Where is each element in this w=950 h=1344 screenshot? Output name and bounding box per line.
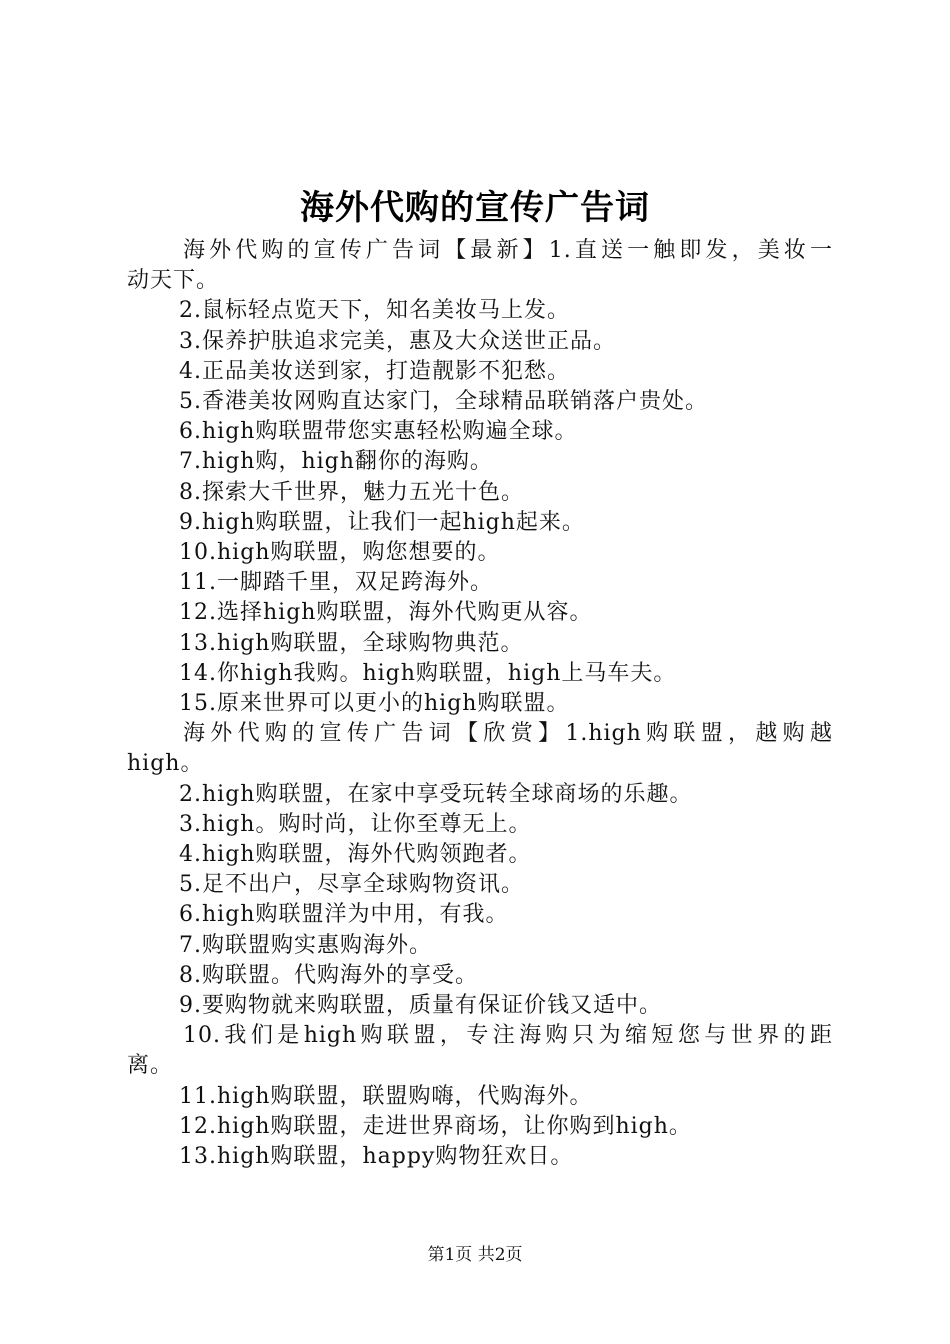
paragraph-line: 5.香港美妆网购直达家门，全球精品联销落户贵处。	[179, 389, 708, 415]
paragraph-line: 2.high购联盟，在家中享受玩转全球商场的乐趣。	[179, 781, 693, 807]
paragraph-line: 8.购联盟。代购海外的享受。	[179, 962, 478, 988]
paragraph-line: 6.high购联盟带您实惠轻松购遍全球。	[179, 419, 578, 445]
paragraph-line: 海外代购的宣传广告词【最新】1.直送一触即发，美妆一	[183, 238, 833, 263]
paragraph-line: 2.鼠标轻点览天下，知名美妆马上发。	[179, 298, 570, 324]
paragraph-line: 4.high购联盟，海外代购领跑者。	[179, 842, 532, 868]
paragraph-line: 12.选择high购联盟，海外代购更从容。	[179, 600, 593, 626]
paragraph-line: 海外代购的宣传广告词【欣赏】1.high购联盟，越购越	[183, 721, 833, 747]
paragraph-line: 12.high购联盟，走进世界商场，让你购到high。	[179, 1113, 692, 1139]
paragraph-line: 7.high购，high翻你的海购。	[179, 449, 493, 475]
paragraph-line: high。	[127, 751, 204, 777]
paragraph-line: 离。	[127, 1053, 174, 1079]
paragraph-line: 15.原来世界可以更小的high购联盟。	[179, 691, 570, 717]
paragraph-line: 13.high购联盟，happy购物狂欢日。	[179, 1144, 574, 1170]
paragraph-line: 14.你high我购。high购联盟，high上马车夫。	[179, 660, 677, 686]
paragraph-line: 动天下。	[127, 268, 220, 294]
paragraph-line: 6.high购联盟洋为中用，有我。	[179, 902, 509, 928]
paragraph-line: 10.我们是high购联盟，专注海购只为缩短您与世界的距	[183, 1023, 833, 1049]
paragraph-line: 4.正品美妆送到家，打造靓影不犯愁。	[179, 358, 570, 384]
paragraph-line: 7.购联盟购实惠购海外。	[179, 932, 432, 958]
paragraph-line: 3.high。购时尚，让你至尊无上。	[179, 811, 532, 837]
paragraph-line: 11.high购联盟，联盟购嗨，代购海外。	[179, 1083, 593, 1109]
paragraph-line: 8.探索大千世界，魅力五光十色。	[179, 479, 524, 505]
paragraph-line: 10.high购联盟，购您想要的。	[179, 540, 501, 566]
page-footer: 第1页 共2页	[427, 1245, 523, 1265]
paragraph-line: 5.足不出户，尽享全球购物资讯。	[179, 872, 524, 898]
paragraph-line: 9.要购物就来购联盟，质量有保证价钱又适中。	[179, 993, 662, 1019]
document-body	[127, 236, 833, 1172]
document-title: 海外代购的宣传广告词	[300, 188, 650, 228]
paragraph-line: 9.high购联盟，让我们一起high起来。	[179, 509, 585, 535]
paragraph-line: 3.保养护肤追求完美，惠及大众送世正品。	[179, 328, 616, 354]
paragraph-line: 11.一脚踏千里，双足跨海外。	[179, 570, 493, 596]
paragraph-line: 13.high购联盟，全球购物典范。	[179, 630, 524, 656]
